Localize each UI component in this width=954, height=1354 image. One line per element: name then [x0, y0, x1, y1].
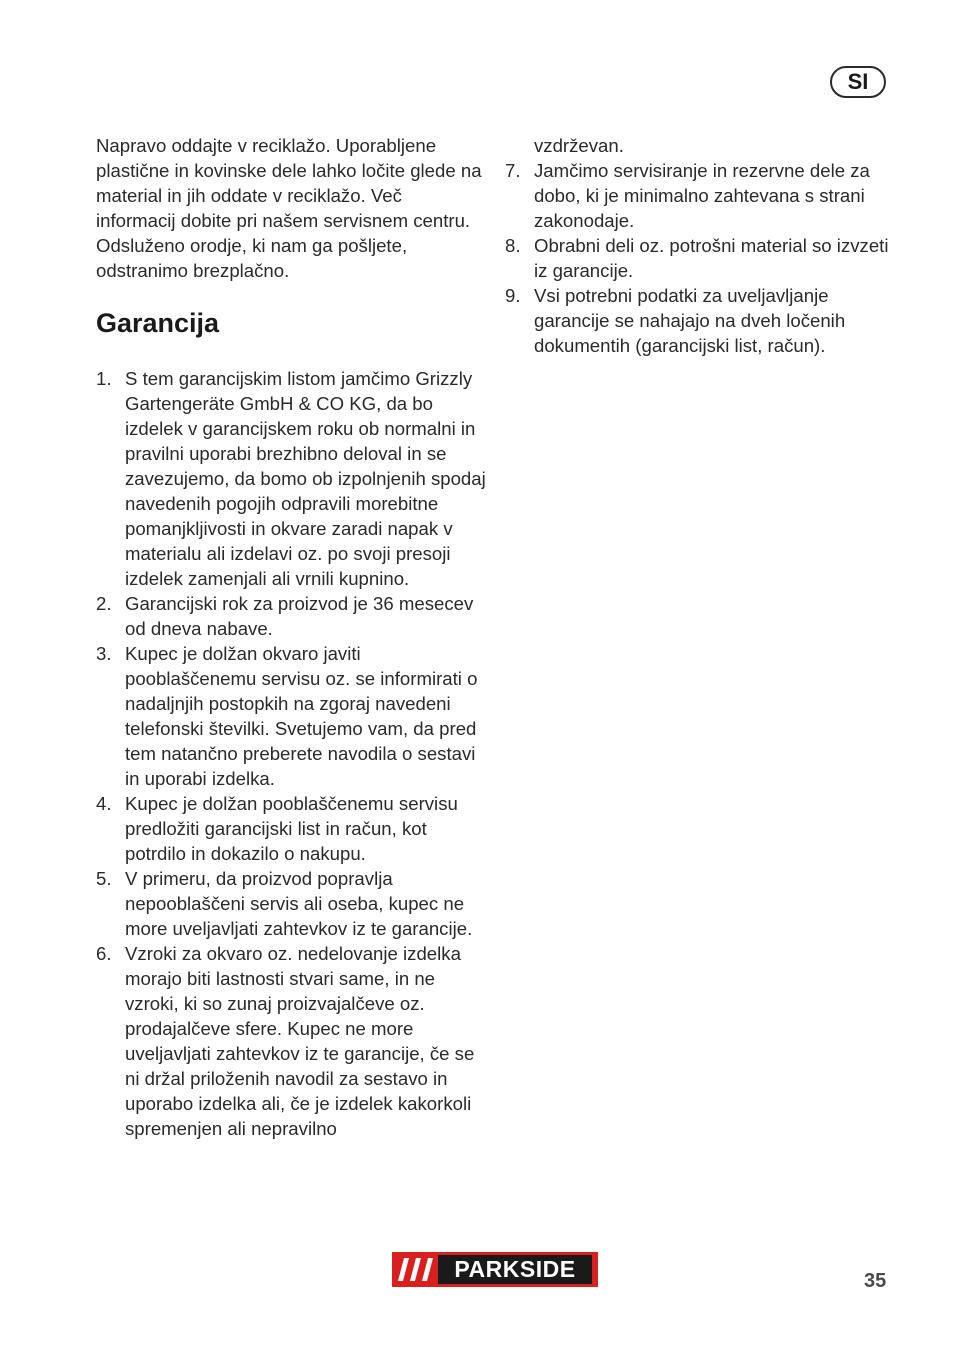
list-item [96, 941, 486, 1141]
list-item-text: Kupec je dolžan pooblaščenemu servisu predložiti garancijski list in račun, kot potrdilo in dokazilo o nakupu. [125, 793, 458, 864]
list-item-number: 1. [96, 368, 112, 389]
list-item [505, 233, 890, 283]
list-item-text: Vsi potrebni podatki za uveljavljanje garancije se nahajajo na dveh ločenih dokumentih (garancijski list, račun). [534, 285, 846, 356]
list-item-text: Obrabni deli oz. potrošni material so izvzeti iz garancije. [534, 235, 889, 281]
list-item [505, 158, 890, 233]
logo-wordmark: PARKSIDE [438, 1255, 592, 1284]
list-item-number: 2. [96, 593, 112, 614]
section-heading: Garancija [96, 308, 220, 338]
list-item-text: Kupec je dolžan okvaro javiti pooblaščenemu servisu oz. se informirati o nadaljnjih postopkih na zgoraj navedeni telefonski številki. Svetujemo vam, da pred tem natančno preberete navodila o sestavi in uporabi izdelka. [125, 643, 478, 789]
list-item-number: 7. [505, 160, 521, 181]
list-item-text: S tem garancijskim listom jamčimo Grizzly Gartengeräte GmbH & CO KG, da bo izdelek v garancijskem roku ob normalni in pravilni uporabi brezhibno deloval in se zavezujemo, da bomo ob izpolnjenih spodaj navedenih pogojih odpravili morebitne pomanjkljivosti in okvare zaradi napak v materialu ali izdelavi oz. po svoji presoji izdelek zamenjali ali vrnili kupnino. [125, 368, 486, 589]
disposal-paragraph: Napravo oddajte v reciklažo. Uporabljene plastične in kovinske dele lahko ločite glede na material in jih oddate v reciklažo. Več informacij dobite pri našem servisnem centru. [96, 135, 482, 231]
list-item [96, 641, 486, 791]
warranty-list-continued [505, 158, 890, 358]
list-item [96, 866, 486, 941]
list-item-number: 8. [505, 235, 521, 256]
right-column [505, 133, 890, 358]
free-disposal-paragraph: Odsluženo orodje, ki nam ga pošljete, odstranimo brezplačno. [96, 235, 408, 281]
list-item-text: Garancijski rok za proizvod je 36 mesecev od dneva nabave. [125, 593, 474, 639]
list-continuation: vzdrževan. [534, 135, 624, 156]
list-item-number: 4. [96, 793, 112, 814]
list-item-text: V primeru, da proizvod popravlja nepooblaščeni servis ali oseba, kupec ne more uveljavljati zahtevkov iz te garancije. [125, 868, 473, 939]
list-item-text: Vzroki za okvaro oz. nedelovanje izdelka morajo biti lastnosti stvari same, in ne vzroki, ki so zunaj proizvajalčeve oz. prodajalčeve sfere. Kupec ne more uveljavljati zahtevkov iz te garancije, če se ni držal priloženih navodil za sestavo in uporabo izdelka ali, če je izdelek kakorkoli spremenjen ali nepravilno [125, 943, 475, 1139]
list-item-text: Jamčimo servisiranje in rezervne dele za dobo, ki je minimalno zahtevana s strani zakonodaje. [534, 160, 870, 231]
list-item-number: 3. [96, 643, 112, 664]
list-item-number: 6. [96, 943, 112, 964]
list-item-number: 9. [505, 285, 521, 306]
list-item-number: 5. [96, 868, 112, 889]
left-column [96, 133, 486, 1141]
page-number: 35 [864, 1270, 887, 1292]
list-item [96, 791, 486, 866]
language-badge: SI [830, 66, 886, 98]
logo-stripes-icon [398, 1258, 434, 1281]
parkside-logo [392, 1252, 598, 1287]
list-item [96, 366, 486, 591]
list-item [505, 283, 890, 358]
list-item [96, 591, 486, 641]
warranty-list [96, 366, 486, 1141]
